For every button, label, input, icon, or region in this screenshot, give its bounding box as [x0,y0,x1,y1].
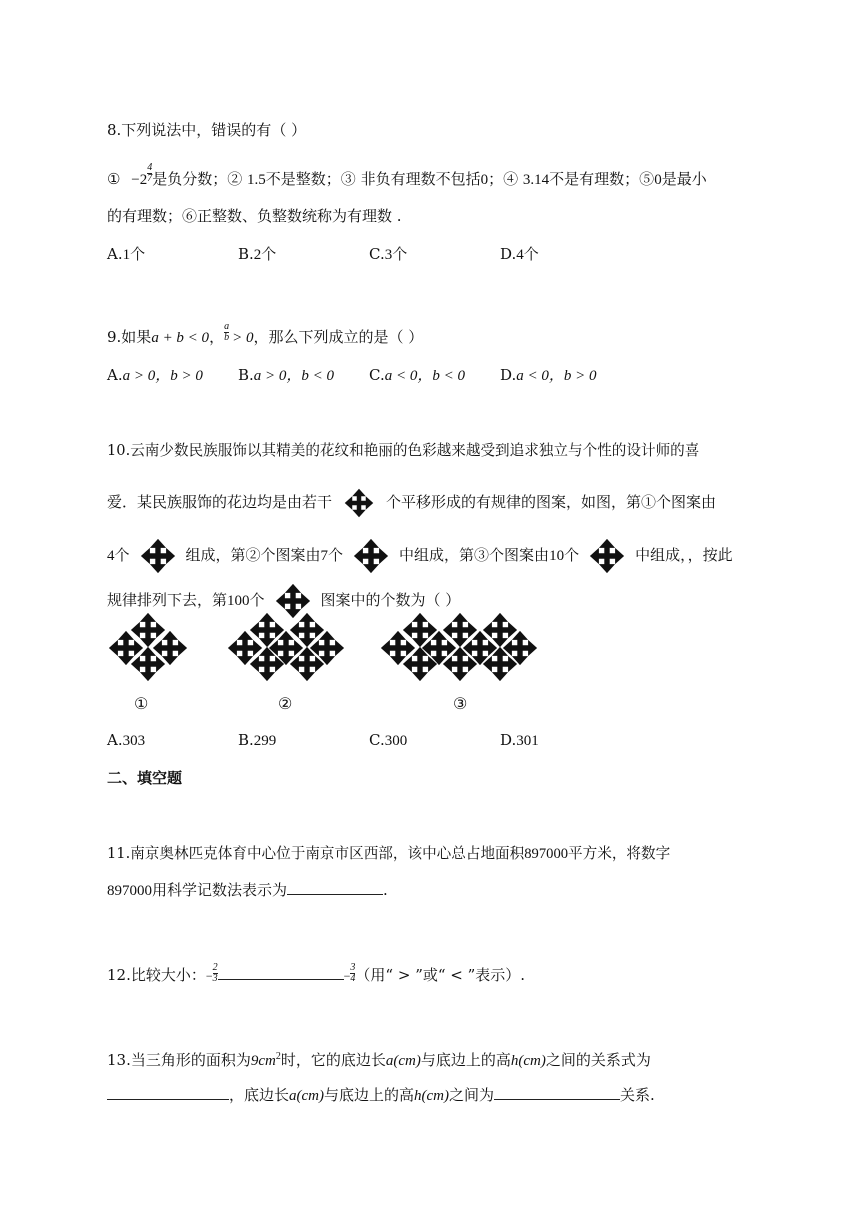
q9-stem [107,320,424,348]
q13-var-a-2: a(cm) [289,1088,324,1104]
q10-line4b: 个 [249,591,265,609]
option-value: a > 0，b > 0 [122,368,203,384]
option-unit: 个 [130,245,146,263]
q9-cond2: > 0 [232,330,254,346]
q10-option-b[interactable] [238,731,276,750]
q13-answer-blank-1[interactable] [107,1085,229,1100]
option-label: A. [107,731,123,749]
q13-var-h: h(cm) [510,1053,546,1069]
q12-prefix: 12.比较大小： [107,966,206,984]
q10-line1: 10.云南少数民族服饰以其精美的花纹和艳丽的色彩越来越受到追求独立与个性的设计师的喜 [107,442,700,459]
q11-line2b: . [383,881,388,899]
q9-option-b[interactable] [238,364,334,385]
q13-line1a: 13.当三角形的面积为 [107,1051,251,1069]
q10-option-c[interactable] [369,731,407,750]
q8-s2-tail: 不是整数； [265,170,341,188]
option-label: C. [369,245,385,263]
pattern-figure-1 [108,612,188,682]
q12-answer-blank[interactable] [218,965,344,980]
figure-caption-1: ① [134,694,149,713]
q11-line1a: 11.南京奥林匹克体育中心位于南京市区西部，该中心总占地面积 [107,845,525,862]
option-label: C. [369,366,385,384]
q13-line1 [107,1047,651,1071]
q9-option-c[interactable] [369,364,465,385]
q10-line3b: 组成，第②个图案由 [185,546,321,564]
q8-s1-tail: 是负分数； [152,170,228,188]
q10-n3: 10 [549,548,565,564]
q13-area: 9cm [250,1053,276,1069]
q11-line1b: 平方米，将数字 [568,845,671,862]
q8-option-a[interactable] [107,243,145,264]
q12-suffix: （用“ > ”或“ < ”表示）. [355,966,526,984]
q12-line [107,961,526,986]
q13-area-sup: 2 [275,1051,281,1062]
q12-f1-den: 3 [212,972,218,984]
option-unit: 个 [261,245,277,263]
q13-line1b: 时，它的底边长 [280,1051,386,1069]
q11-line2a: 用科学记数法表示为 [152,881,288,899]
cross-arrow-icon [589,538,625,574]
q8-s4-mark: ④ [503,170,519,188]
option-label: B. [238,245,254,263]
q11-line2 [107,880,388,901]
q8-s5-num: 0 [654,172,662,188]
pattern-figure-3 [380,612,540,682]
q13-var-a: a(cm) [385,1053,421,1069]
q8-option-b[interactable] [238,243,276,264]
q9-option-d[interactable] [500,364,597,385]
q10-line3f: 中组成，，按此 [635,546,733,564]
q8-s4-tail: 不是有理数； [549,170,640,188]
q9-suffix: ，那么下列成立的是（ ） [253,328,424,346]
q8-s2-num: 1.5 [247,172,266,188]
q8-statements-line2: 的有理数；⑥正整数、负整数统称为有理数 . [107,207,402,225]
option-label: A. [107,366,123,384]
q9-cond1: a + b < 0 [151,330,210,346]
q13-answer-blank-2[interactable] [494,1085,620,1100]
q9-frac-num: a [224,320,230,332]
q8-option-d[interactable] [500,243,539,264]
figure-caption-2: ② [278,694,293,713]
option-label: D. [500,366,517,384]
q8-s3-text: 非负有理数不包括 [360,170,481,188]
q10-line3e: 个 [564,546,580,564]
q11-answer-blank[interactable] [287,880,383,895]
q8-s1-frac-num: 4 [147,161,153,173]
option-value: 4 [516,247,524,263]
option-value: 300 [384,733,408,749]
q8-stem: 8.下列说法中，错误的有（ ） [107,121,307,139]
q10-line4c: 图案中的个数为（ ） [320,591,461,609]
q10-line3a: 个 [114,546,130,564]
option-label: B. [238,366,254,384]
option-value: 3 [384,247,393,263]
q10-n2: 7 [320,548,329,564]
q8-s3-mark: ③ [340,170,356,188]
option-label: D. [500,731,517,749]
cross-arrow-icon [140,538,176,574]
option-value: 299 [253,733,277,749]
cross-arrow-icon [353,538,389,574]
q12-f2-den: 4 [350,972,356,984]
q11-num1: 897000 [524,846,569,862]
q8-s2-mark: ② [227,170,243,188]
q9-frac-den: b [224,331,230,343]
pattern-figure-2 [227,612,345,682]
q13-line2a: ，底边长 [229,1086,290,1104]
q10-n4: 100 [227,593,250,609]
q10-line3d: 中组成，第③个图案由 [399,546,550,564]
q10-line2 [107,488,716,518]
q8-s3-tail: ； [488,170,504,188]
option-value: a < 0，b < 0 [384,368,465,384]
q10-n1: 4 [107,548,115,564]
q9-prefix: 9.如果 [107,328,152,346]
q9-sep: ， [209,328,225,346]
option-unit: 个 [523,245,539,263]
option-value: a > 0，b < 0 [253,368,335,384]
q12-f1-num: 2 [212,961,218,973]
q12-f2-num: 3 [350,961,356,973]
q9-option-a[interactable] [107,364,203,385]
section-title: 二、填空题 [107,769,183,787]
q10-line2b: 个平移形成的有规律的图案，如图，第①个图案由 [386,493,717,511]
option-label: B. [238,731,254,749]
q8-s3-num: 0 [480,172,489,188]
q11-num2: 897000 [107,883,152,899]
q13-line2b: 与底边上的高 [324,1086,415,1104]
q10-option-d[interactable] [500,731,539,750]
q13-line2d: 关系. [620,1086,655,1104]
q8-option-c[interactable] [369,243,407,264]
q9-frac [224,322,229,343]
q8-s1-mark: ① [107,170,121,188]
q8-s5-tail: 是最小 [661,170,707,188]
cross-arrow-icon [344,488,374,518]
q8-s4-num: 3.14 [522,172,550,188]
q13-line1d: 之间的关系式为 [545,1051,651,1069]
option-value: 301 [516,733,539,749]
q8-s5-mark: ⑤ [639,170,655,188]
q12-f1-sign: − [205,969,213,983]
q10-line3c: 个 [328,546,344,564]
figure-caption-3: ③ [453,694,468,713]
q10-option-a[interactable] [107,731,145,750]
option-unit: 个 [392,245,408,263]
q8-statements-line1 [107,161,707,190]
q12-f2-sign: − [343,969,351,983]
option-label: D. [500,245,517,263]
q10-line4a: 规律排列下去，第 [107,591,228,609]
q13-line1c: 与底边上的高 [420,1051,511,1069]
q8-s1-frac-den: 7 [147,172,153,184]
option-value: 303 [122,733,146,749]
q13-line2 [107,1085,655,1106]
option-value: a < 0，b > 0 [516,368,597,384]
q10-line2a: 爱．某民族服饰的花边均是由若干 [107,493,333,511]
option-value: 2 [253,247,262,263]
option-label: C. [369,731,385,749]
q13-line2c: 之间为 [449,1086,495,1104]
q11-line1 [107,844,670,864]
q10-line3 [107,538,733,574]
q8-s1-neg: −2 [131,172,148,188]
q13-var-h-2: h(cm) [414,1088,449,1104]
option-label: A. [107,245,123,263]
option-value: 1 [122,247,131,263]
